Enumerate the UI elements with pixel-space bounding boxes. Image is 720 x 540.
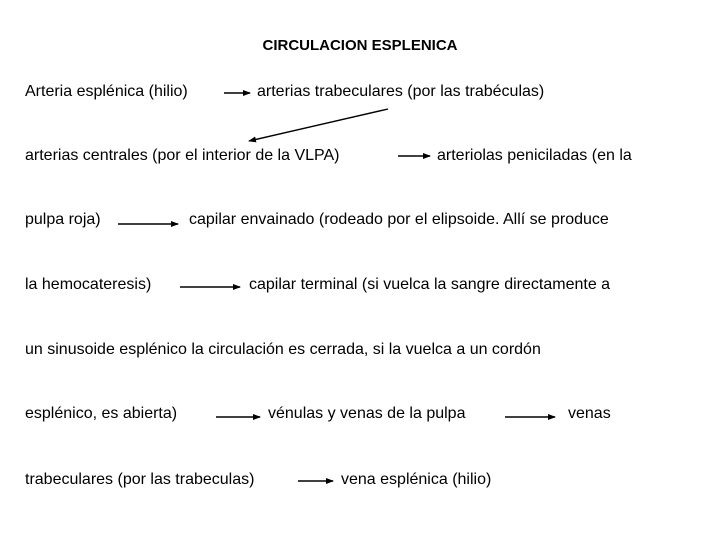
flow-text-capilar-terminal: capilar terminal (si vuelca la sangre directamente a: [249, 276, 611, 293]
flow-text-arteria-esplenica: Arteria esplénica (hilio): [25, 83, 188, 100]
diagram-title: CIRCULACION ESPLENICA: [262, 37, 458, 54]
flow-text-venulas-venas: vénulas y venas de la pulpa: [268, 405, 466, 422]
flow-text-arteriolas-peniciladas: arteriolas peniciladas (en la: [437, 147, 632, 164]
flow-text-hemocateresis: la hemocateresis): [25, 276, 152, 293]
flow-text-arterias-trabeculares: arterias trabeculares (por las trabéculas): [257, 83, 545, 100]
arrow-diagonal: [249, 109, 388, 141]
flow-text-sinusoide: un sinusoide esplénico la circulación es cerrada, si la vuelca a un cordón: [25, 341, 541, 358]
flow-text-vena-esplenica: vena esplénica (hilio): [341, 471, 492, 488]
flow-text-arterias-centrales: arterias centrales (por el interior de la VLPA): [25, 147, 340, 164]
flow-text-esplenico-abierta: esplénico, es abierta): [25, 405, 178, 422]
flow-text-capilar-envainado: capilar envainado (rodeado por el elipsoide. Allí se produce: [189, 211, 609, 228]
flow-text-venas: venas: [568, 405, 611, 422]
flow-text-trabeculares: trabeculares (por las trabeculas): [25, 471, 255, 488]
flow-text-pulpa-roja: pulpa roja): [25, 211, 101, 228]
